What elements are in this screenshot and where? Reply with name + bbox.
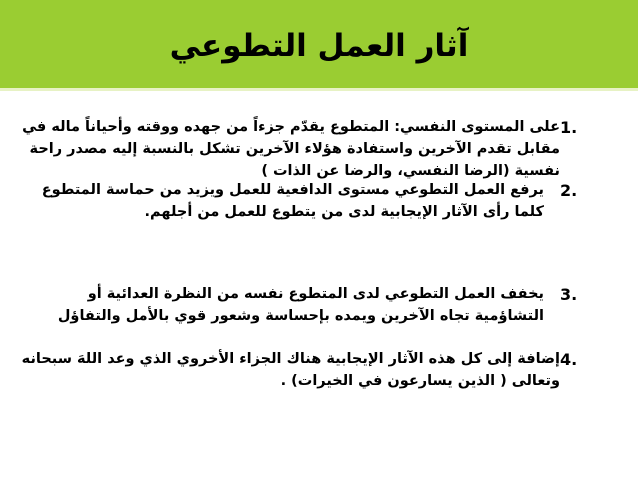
item-text: يخفف العمل التطوعي لدى المتطوع نفسه من النظرة العدائية أو التشاؤمية تجاه الآخرين ويمده بإحساسة وشعور قوي بالأمل والتفاؤل: [57, 286, 544, 324]
item-number: 2.: [560, 181, 578, 200]
title-banner: [0, 0, 638, 88]
slide-body: [0, 91, 638, 479]
item-number: 4.: [560, 350, 578, 369]
item-text: يرفع العمل التطوعي مستوى الدافعية للعمل ويزيد من حماسة المتطوع كلما رأى الآثار الإيجابية لدى من يتطوع للعمل من أجلهم.: [41, 182, 544, 220]
item-text: على المستوى النفسي: المتطوع يقدّم جزءاً من جهده ووقته وأحياناً ماله في مقابل تقدم الآخرين واستفادة هؤلاء الآخرين تشكل بالنسبة إليه مصدر راحة نفسية (الرضا النفسي، والرضا عن الذات ): [22, 119, 560, 179]
slide-title: آثار العمل التطوعي: [169, 28, 469, 64]
item-number: 3.: [560, 285, 578, 304]
item-number: 1.: [560, 118, 578, 137]
item-text: إضافة إلى كل هذه الآثار الإيجابية هناك الجزاء الأخروي الذي وعد اللهَ سبحانه وتعالى ( الذين يسارعون في الخيرات) .: [21, 351, 560, 389]
